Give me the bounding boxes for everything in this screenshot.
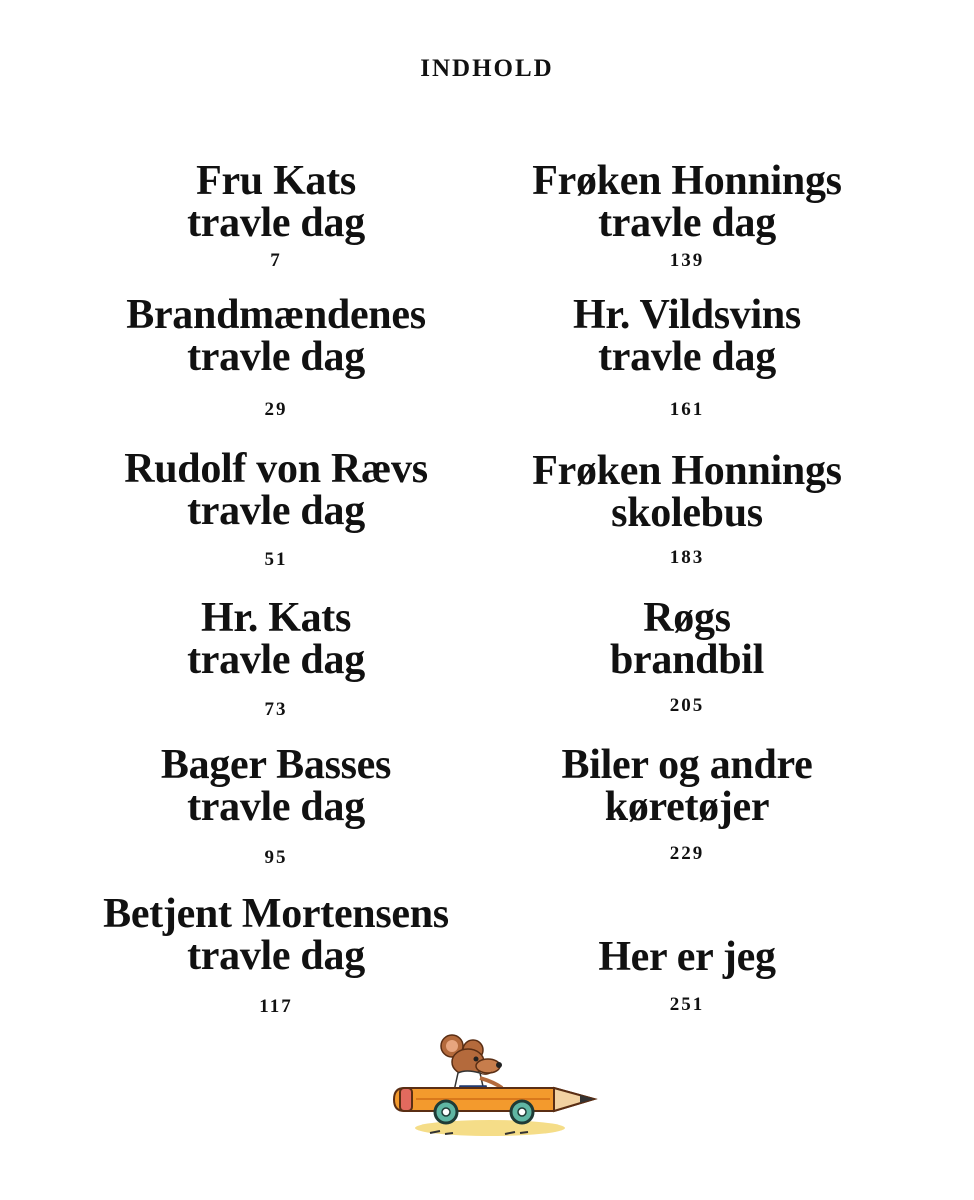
toc-entry-title: Frøken Honnings	[532, 158, 842, 204]
toc-entry-title: travle dag	[187, 200, 365, 246]
toc-entry[interactable]	[457, 292, 917, 420]
toc-entry-title: Hr. Kats	[200, 595, 352, 641]
toc-entry-title: travle dag	[598, 334, 776, 380]
toc-entry[interactable]	[46, 292, 506, 420]
toc-page-number: 117	[259, 996, 293, 1017]
toc-entry-title: skolebus	[611, 490, 763, 536]
toc-entry-title: Fru Kats	[196, 158, 356, 204]
toc-entry-title: Betjent Mortensens	[103, 891, 449, 937]
toc-entry-title: Hr. Vildsvins	[573, 292, 801, 338]
toc-page-number: 161	[669, 399, 705, 420]
toc-entry[interactable]	[457, 448, 917, 568]
toc-entry-title: Her er jeg	[598, 934, 776, 980]
toc-page-number: 73	[264, 699, 288, 720]
toc-entry-title: køretøjer	[604, 784, 770, 830]
toc-page-number: 205	[669, 695, 705, 716]
toc-entry[interactable]	[457, 742, 917, 864]
toc-page-number: 7	[270, 250, 282, 271]
toc-page-number: 183	[669, 547, 705, 568]
toc-entry[interactable]	[46, 595, 506, 720]
toc-entry-title: travle dag	[187, 488, 365, 534]
toc-entry[interactable]	[457, 934, 917, 1015]
mouse-in-pencil-car-icon	[380, 1028, 600, 1143]
toc-entry[interactable]	[46, 158, 506, 271]
toc-entry[interactable]	[457, 595, 917, 716]
toc-page-number: 29	[264, 399, 288, 420]
toc-entry-title: travle dag	[187, 933, 365, 979]
toc-entry-title: travle dag	[187, 784, 365, 830]
toc-entry-title: Frøken Honnings	[532, 448, 842, 494]
toc-entry-title: travle dag	[598, 200, 776, 246]
toc-entry-title: Bager Basses	[160, 742, 392, 788]
toc-entry-title: travle dag	[187, 334, 365, 380]
toc-entry-title: Rudolf von Rævs	[124, 446, 428, 492]
toc-page-number: 95	[264, 847, 288, 868]
toc-entry[interactable]	[46, 742, 506, 868]
toc-page-number: 229	[669, 843, 705, 864]
toc-entry[interactable]	[46, 446, 506, 570]
toc-entry-title: Biler og andre	[561, 742, 813, 788]
toc-entry[interactable]	[457, 158, 917, 271]
toc-page-number: 139	[669, 250, 705, 271]
toc-entry[interactable]	[46, 891, 506, 1017]
toc-entry-title: Brandmændenes	[126, 292, 426, 338]
toc-page-number: 251	[669, 994, 705, 1015]
toc-entry-title: brandbil	[609, 637, 764, 683]
toc-page-number: 51	[264, 549, 288, 570]
page-title: INDHOLD	[420, 55, 554, 82]
toc-entry-title: Røgs	[643, 595, 731, 641]
toc-entry-title: travle dag	[187, 637, 365, 683]
